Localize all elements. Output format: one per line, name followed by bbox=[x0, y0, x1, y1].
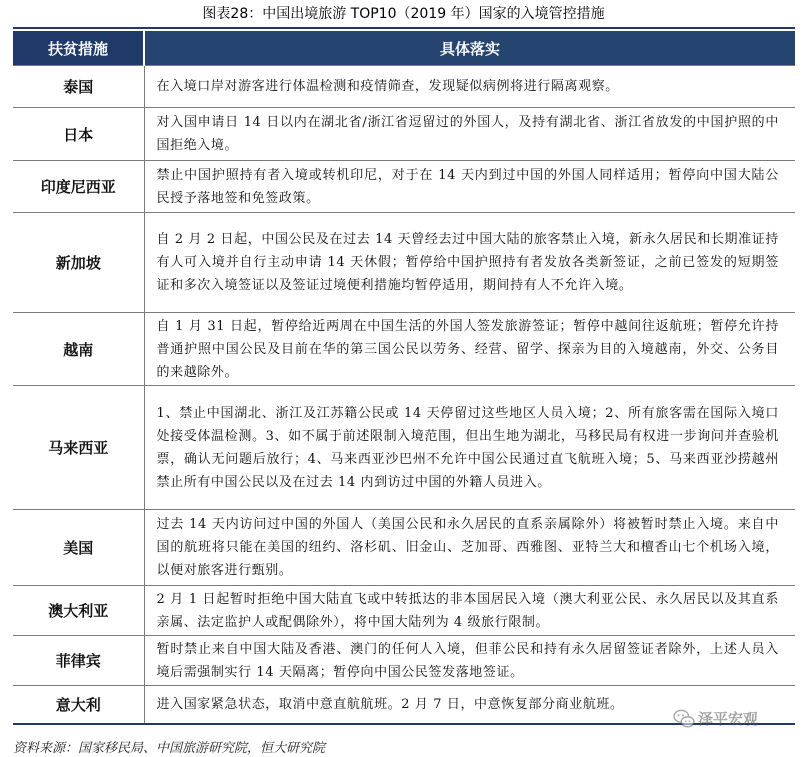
table-row bbox=[13, 66, 795, 108]
measure-cell: 过去 14 天内访问过中国的外国人（美国公民和永久居民的直系亲属除外）将被暂时禁止入境。来自中国的航班将只能在美国的纽约、洛杉矶、旧金山、芝加哥、西雅图、亚特兰大和檀香山七个机场入境，以便对旅客进行甄别。 bbox=[144, 510, 795, 586]
table-row bbox=[13, 386, 795, 510]
country-cell: 越南 bbox=[13, 313, 144, 386]
source-note: 资料来源：国家移民局、中国旅游研究院，恒大研究院 bbox=[13, 741, 326, 756]
table-row bbox=[13, 510, 795, 586]
country-cell: 澳大利亚 bbox=[13, 586, 144, 636]
country-cell: 美国 bbox=[13, 510, 144, 586]
watermark-text: 泽平宏观 bbox=[698, 710, 759, 728]
measure-cell: 对入国申请日 14 日以内在湖北省/浙江省逗留过的外国人，及持有湖北省、浙江省放发的中国护照的中国拒绝入境。 bbox=[144, 108, 795, 161]
table-row bbox=[13, 108, 795, 161]
table-header-row bbox=[13, 31, 795, 66]
figure-caption: 图表28：中国出境旅游 TOP10（2019 年）国家的入境管控措施 bbox=[202, 6, 605, 22]
measure-cell: 暂时禁止来自中国大陆及香港、澳门的任何人入境，但菲公民和持有永久居留签证者除外，上述人员入境后需强制实行 14 天隔离；暂停向中国公民签发落地签证。 bbox=[144, 636, 795, 686]
country-cell: 印度尼西亚 bbox=[13, 161, 144, 213]
measure-cell: 在入境口岸对游客进行体温检测和疫情筛查，发现疑似病例将进行隔离观察。 bbox=[144, 66, 795, 108]
measure-cell: 自 1 月 31 日起，暂停给近两周在中国生活的外国人签发旅游签证；暂停中越间往返航班；暂停允许持普通护照中国公民及目前在华的第三国公民以劳务、经营、留学、探亲为目的入境越南，外交、公务目的来越除外。 bbox=[144, 313, 795, 386]
country-cell: 日本 bbox=[13, 108, 144, 161]
header-measures: 具体落实 bbox=[144, 31, 795, 66]
country-cell: 泰国 bbox=[13, 66, 144, 108]
measure-cell: 自 2 月 2 日起，中国公民及在过去 14 天曾经去过中国大陆的旅客禁止入境，新永久居民和长期准证持有人可入境并自行主动申请 14 天休假；暂停给中国护照持有者发放各类新签证，之前已签发的短期签证和多次入境签证以及签证过境便利措施均暂停适用，期间持有人不允许入境。 bbox=[144, 213, 795, 313]
country-cell: 菲律宾 bbox=[13, 636, 144, 686]
table-row bbox=[13, 313, 795, 386]
country-cell: 意大利 bbox=[13, 686, 144, 724]
measure-cell: 进入国家紧急状态，取消中意直航航班。2 月 7 日，中意恢复部分商业航班。 bbox=[144, 686, 795, 724]
header-country: 扶贫措施 bbox=[13, 31, 144, 66]
measure-cell: 1、禁止中国湖北、浙江及江苏籍公民或 14 天停留过这些地区人员入境；2、所有旅客需在国际入境口处接受体温检测。3、如不属于前述限制入境范围，但出生地为湖北，马移民局有权进一步询问并查验机票，确认无问题后放行；4、马来西亚沙巴州不允许中国公民通过直飞航班入境；5、马来西亚沙捞越州禁止所有中国公民以及在过去 14 内到访过中国的外籍人员进入。 bbox=[144, 386, 795, 510]
measure-cell: 禁止中国护照持有者入境或转机印尼，对于在 14 天内到过中国的外国人同样适用；暂停向中国大陆公民授予落地签和免签政策。 bbox=[144, 161, 795, 213]
measure-cell: 2 月 1 日起暂时拒绝中国大陆直飞或中转抵达的非本国居民入境（澳大利亚公民、永久居民以及其直系亲属、法定监护人或配偶除外），将中国大陆列为 4 级旅行限制。 bbox=[144, 586, 795, 636]
measures-table bbox=[13, 31, 795, 725]
wechat-icon bbox=[673, 709, 695, 729]
country-cell: 马来西亚 bbox=[13, 386, 144, 510]
country-cell: 新加坡 bbox=[13, 213, 144, 313]
table-row bbox=[13, 636, 795, 686]
table-row bbox=[13, 161, 795, 213]
caption-rule bbox=[13, 27, 795, 29]
watermark bbox=[673, 708, 758, 729]
table-row bbox=[13, 586, 795, 636]
table-row bbox=[13, 213, 795, 313]
